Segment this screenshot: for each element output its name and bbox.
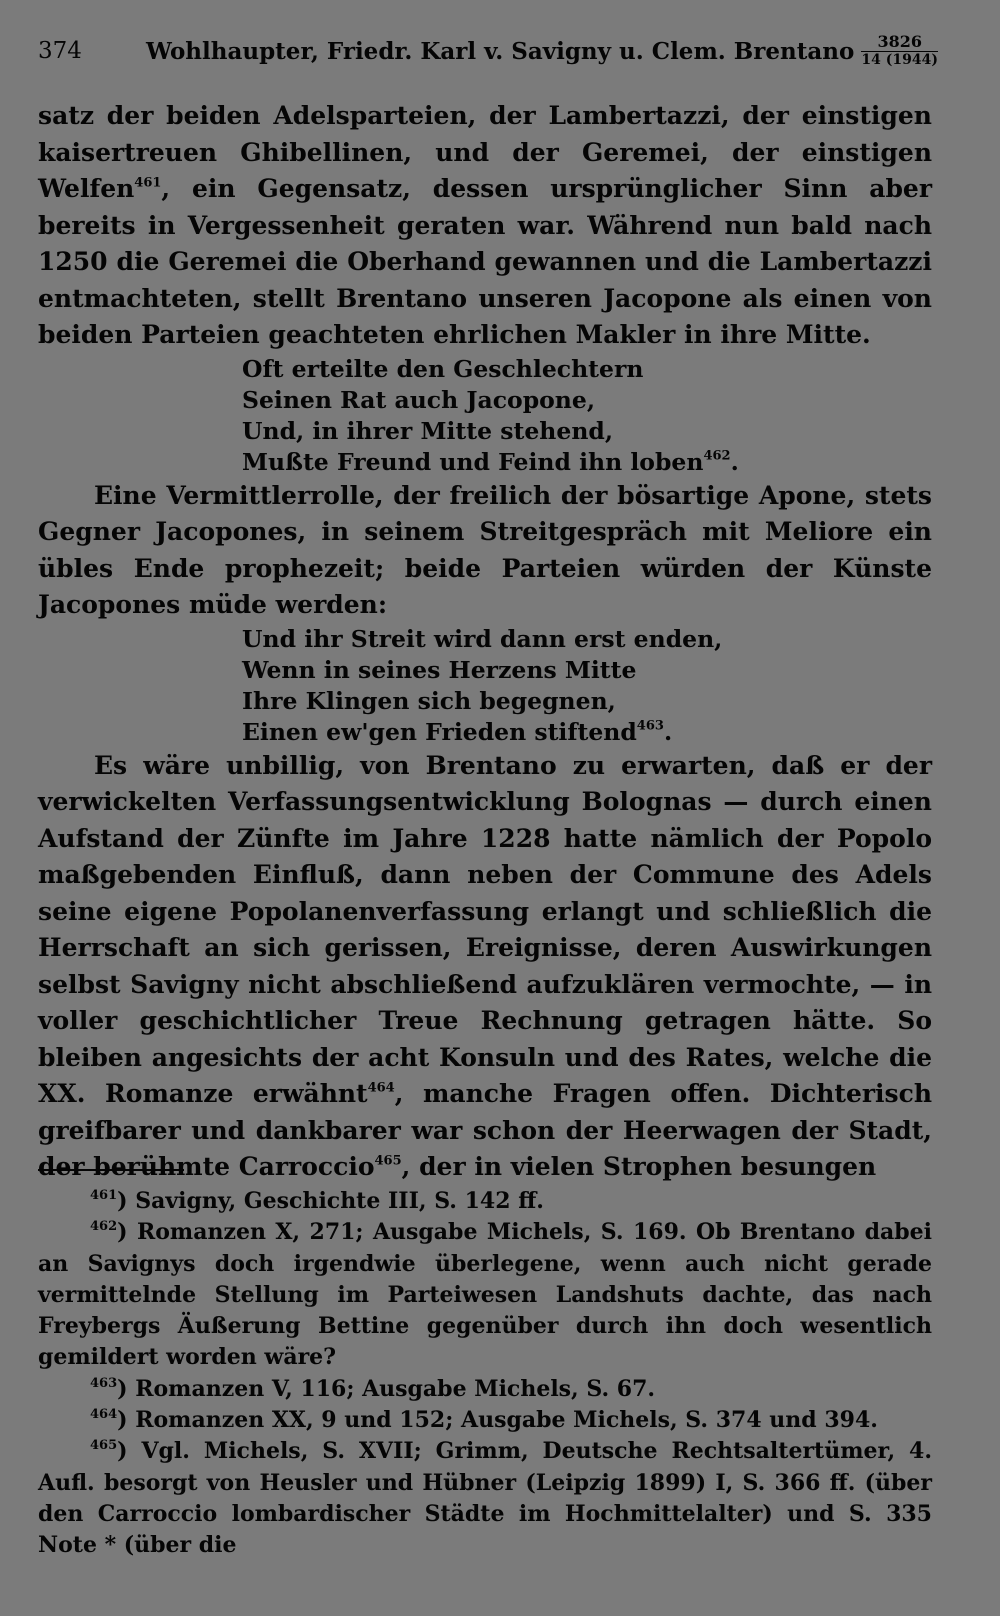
footnote-465: $^{465}$) Vgl. Michels, S. XVII; Grimm, Deutsche Rechtsaltertümer, 4. Aufl. besorgt von Heusler und Hübner (Leipzig 1899) I, S. 366 ff. (über den Carroccio lombardischer Städte im Hochmittelalter) und S. 335 Note * (über die — [38, 1438, 932, 1559]
footnote-ref-465[interactable]: 465 — [374, 1153, 402, 1169]
paragraph-2: Eine Vermittlerrolle, der freilich der bösartige Apone, stets Gegner Jacopones, in seinem Streitgespräch mit Meliore ein übles Ende prophezeit; beide Parteien würden der Künste Jacopones müde werden: — [38, 480, 932, 619]
verse-block-2 — [38, 624, 932, 748]
verse-line: Seinen Rat auch Jacopone, — [242, 385, 596, 414]
verse-line: Einen ew'gen Frieden stiftend$^{463}$. — [242, 717, 673, 746]
verse-line: Mußte Freund und Feind ihn loben$^{462}$. — [242, 447, 739, 476]
page-header — [38, 34, 938, 84]
footnote-ref-461[interactable]: 461 — [134, 175, 162, 191]
footnote-divider — [38, 1169, 184, 1171]
paragraph-3: Es wäre unbillig, von Brentano zu erwarten, daß er der verwickelten Verfassungsentwicklung Bolognas — durch einen Aufstand der Zünfte im Jahre 1228 hatte nämlich der Popolo maßgebenden Einfluß, dann neben der Commune des Adels seine eigene Popolanenverfassung erlangt und schließlich die Herrschaft an sich gerissen, Ereignisse, deren Auswirkungen selbst Savigny nicht abschließend aufzuklären vermochte, — in voller geschichtlicher Treue Rechnung getragen hätte. So bleiben angesichts der acht Konsuln und des Rates, welche die XX. Romanze erwähnt$^{464}$, manche Fragen offen. Dichterisch greifbarer und dankbarer war schon der Heerwagen der Stadt, der berühmte Carroccio$^{465}$, der in vielen Strophen besungen — [38, 750, 932, 1181]
paragraph-1: satz der beiden Adelsparteien, der Lambertazzi, der einstigen kaisertreuen Ghibellinen, und der Geremei, der einstigen Welfen$^{461}$, ein Gegensatz, dessen ursprünglicher Sinn aber bereits in Vergessenheit geraten war. Während nun bald nach 1250 die Geremei die Oberhand gewannen und die Lambertazzi entmachteten, stellt Brentano unseren Jacopone als einen von beiden Parteien geachteten ehrlichen Makler in ihre Mitte. — [38, 101, 932, 349]
main-text — [38, 98, 932, 1186]
volume-ref-bottom: 14 (1944) — [861, 52, 938, 68]
footnote-461: $^{461}$) Savigny, Geschichte III, S. 142 ff. — [90, 1187, 544, 1214]
verse-line: Oft erteilte den Geschlechtern — [242, 354, 644, 383]
footnotes — [38, 1186, 932, 1562]
footnote-ref-464[interactable]: 464 — [367, 1080, 395, 1096]
footnote-462: $^{462}$) Romanzen X, 271; Ausgabe Michels, S. 169. Ob Brentano dabei an Savignys doch irgendwie überlegene, wenn auch nicht gerade vermittelnde Stellung im Parteiwesen Landshuts dachte, das nach Freybergs Äußerung Bettine gegenüber durch ihn doch wesentlich gemildert worden wäre? — [38, 1219, 932, 1371]
volume-reference — [861, 34, 938, 67]
verse-block-1 — [38, 354, 932, 478]
page-number: 374 — [38, 38, 82, 64]
footnote-464: $^{464}$) Romanzen XX, 9 und 152; Ausgabe Michels, S. 374 und 394. — [90, 1406, 878, 1434]
footnote-ref-463[interactable]: 463 — [636, 718, 664, 734]
verse-line: Und ihr Streit wird dann erst enden, — [242, 624, 723, 653]
footnote-463: $^{463}$) Romanzen V, 116; Ausgabe Michels, S. 67. — [90, 1375, 656, 1402]
verse-line: Wenn in seines Herzens Mitte — [242, 655, 637, 684]
verse-line: Und, in ihrer Mitte stehend, — [242, 416, 614, 445]
volume-ref-top: 3826 — [861, 34, 938, 52]
verse-line: Ihre Klingen sich begegnen, — [242, 686, 616, 715]
running-title: Wohlhaupter, Friedr. Karl v. Savigny u. Clem. Brentano — [146, 38, 855, 65]
footnote-ref-462[interactable]: 462 — [703, 448, 731, 464]
